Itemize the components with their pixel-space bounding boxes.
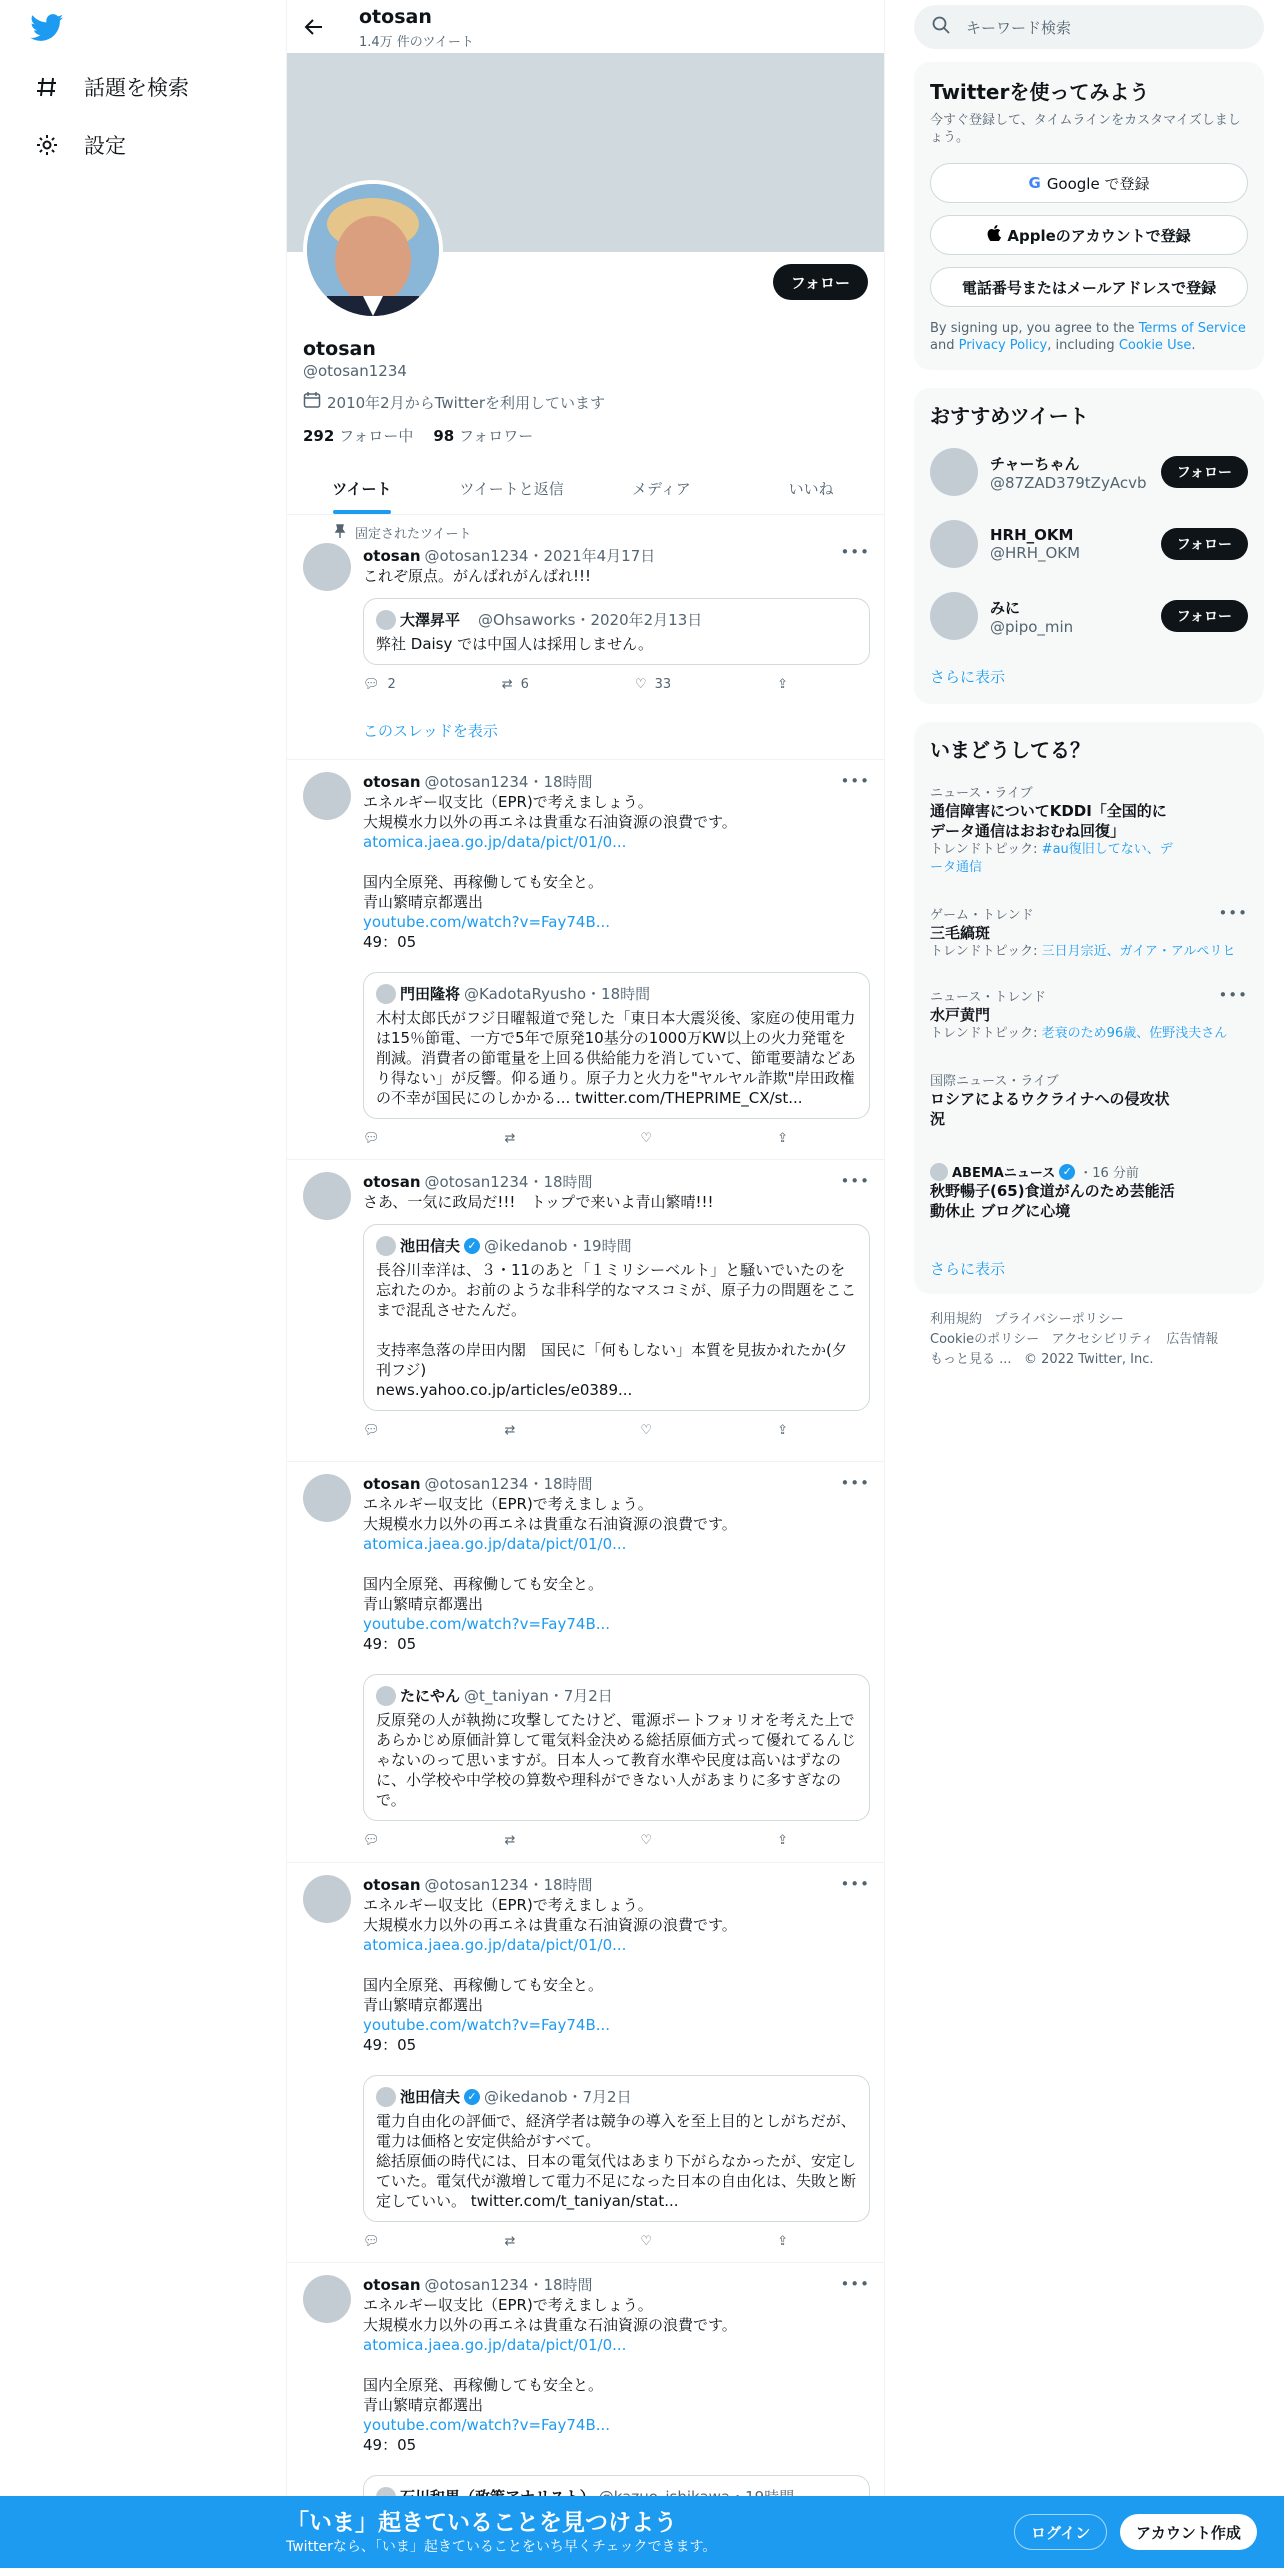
profile-tabs: [287, 462, 885, 515]
share-button[interactable]: [777, 2234, 788, 2249]
following-link[interactable]: 292 フォロー中: [303, 427, 414, 445]
signup-terms: By signing up, you agree to the Terms of Service and Privacy Policy, including Cookie Use.: [930, 321, 1246, 353]
avatar: [930, 448, 978, 496]
tweet-text: エネルギー収支比（EPR)で考えましょう。 大規模水力以外の再エネは貴重な石油資源の浪費です。: [363, 1495, 737, 1533]
like-button[interactable]: [640, 1131, 652, 1146]
tweet-author[interactable]: otosan: [363, 773, 421, 791]
tweet-meta: @otosan1234・18時間: [424, 2276, 593, 2294]
tweet-avatar[interactable]: [303, 1172, 351, 1220]
topbar-name: otosan: [359, 6, 432, 28]
quote-meta: @t_taniyan・7月2日: [464, 1687, 613, 1705]
trend-item[interactable]: ••• ゲーム・トレンド 三毛縞斑 トレンドトピック: 三日月宗近、ガイア・アルペリヒ: [930, 904, 1248, 959]
more-icon[interactable]: •••: [840, 772, 870, 790]
tweet-header: [363, 546, 870, 566]
tweet-author[interactable]: otosan: [363, 547, 421, 565]
nav-explore[interactable]: [34, 72, 189, 102]
more-icon[interactable]: •••: [840, 1172, 870, 1190]
recommend-user[interactable]: HRH_OKM @HRH_OKM フォロー: [914, 508, 1264, 580]
signup-desc: 今すぐ登録して、タイムラインをカスタマイズしましょう。: [930, 113, 1241, 145]
more-icon[interactable]: •••: [1218, 986, 1248, 1004]
quote-avatar: [376, 984, 396, 1004]
tweet-text: 49：05: [363, 1635, 417, 1653]
search-box[interactable]: [914, 5, 1264, 49]
left-nav: [0, 0, 286, 2568]
reply-icon: 💬︎: [363, 1423, 380, 1438]
tweet-avatar[interactable]: [303, 2275, 351, 2323]
share-button[interactable]: [777, 1423, 788, 1438]
retweet-icon: ⇄: [504, 1423, 516, 1438]
tweet-text: これぞ原点。がんばれがんばれ!!!: [363, 567, 592, 585]
tweet-link[interactable]: atomica.jaea.go.jp/data/pict/01/0...: [363, 1936, 627, 1954]
tweet-avatar[interactable]: [303, 543, 351, 591]
login-button[interactable]: ログイン: [1014, 2514, 1107, 2550]
terms-of-service-link[interactable]: Terms of Service: [1138, 321, 1246, 336]
phone-email-signup-button[interactable]: 電話番号またはメールアドレスで登録: [930, 267, 1248, 307]
trend-item[interactable]: ••• ニュース・トレンド 水戸黄門 トレンドトピック: 老衰のため96歳、佐野浅夫さん: [930, 986, 1248, 1041]
quote-header: [376, 2086, 857, 2107]
trend-item[interactable]: ABEMAニュース ✓ ・16 分前 秋野暢子(65)食道がんのため芸能活動休止 ブログに心境: [930, 1164, 1175, 1220]
avatar: [930, 520, 978, 568]
tweet-text: エネルギー収支比（EPR)で考えましょう。 大規模水力以外の再エネは貴重な石油資源の浪費です。: [363, 1896, 737, 1934]
tab-tweets-replies[interactable]: ツイートと返信: [459, 479, 564, 498]
follow-button[interactable]: フォロー: [1161, 600, 1248, 632]
signup-title: Twitterを使ってみよう: [930, 80, 1150, 104]
more-icon[interactable]: •••: [840, 2275, 870, 2293]
twitter-logo-icon[interactable]: [30, 14, 64, 42]
quoted-tweet[interactable]: [363, 1224, 870, 1411]
tweet-actions: [363, 677, 788, 692]
tweet-link[interactable]: atomica.jaea.go.jp/data/pict/01/0...: [363, 2336, 627, 2354]
avatar: [930, 1163, 948, 1181]
reply-icon: 💬︎: [363, 677, 380, 692]
tweet-text: 国内全原発、再稼働しても安全と。 青山繁晴京都選出: [363, 873, 604, 911]
topbar-tweet-count: 1.4万 件のツイート: [359, 35, 474, 50]
footer-terms-link[interactable]: 利用規約: [930, 1312, 983, 1327]
footer-accessibility-link[interactable]: アクセシビリティ: [1051, 1332, 1154, 1347]
reply-button[interactable]: [363, 1131, 380, 1146]
quote-meta: @ikedanob・19時間: [484, 1237, 632, 1255]
quote-text: 反原発の人が執拗に攻撃してたけど、電源ポートフォリオを考えた上であらかじめ原価計算して電気料金決める総括原価方式って優れてるんじゃないのって思いますが。日本人って教育水準や民度は高いはずなのに、小学校や中学校の算数や理科ができない人があまりに多すぎなので。: [376, 1711, 857, 1809]
quote-author: たにやん: [400, 1687, 461, 1705]
bottom-signup-bar: [0, 2496, 1284, 2568]
tweet-author[interactable]: otosan: [363, 2276, 421, 2294]
cookie-use-link[interactable]: Cookie Use: [1118, 338, 1192, 353]
tweet-header: [363, 1172, 870, 1192]
share-icon: ⇪: [777, 1131, 788, 1146]
retweet-icon: ⇄: [504, 1833, 516, 1848]
verified-badge-icon: ✓: [464, 1238, 480, 1254]
tab-media[interactable]: メディア: [631, 479, 691, 498]
more-icon[interactable]: •••: [1218, 904, 1248, 922]
reply-button[interactable]: [363, 1423, 380, 1438]
bottom-bar-title: 「いま」起きていることを見つけよう: [286, 2510, 677, 2536]
quote-header: [376, 609, 857, 630]
share-button[interactable]: [777, 677, 788, 692]
tweet-item[interactable]: [287, 1462, 885, 1863]
profile-joined-text: 2010年2月からTwitterを利用しています: [327, 393, 605, 412]
recommend-user[interactable]: みに @pipo_min フォロー: [914, 580, 1264, 652]
heart-icon: ♡: [640, 2234, 653, 2249]
quote-avatar: [376, 610, 396, 630]
tweet-text: さあ、一気に政局だ!!! トップで来いよ青山繁晴!!!: [363, 1193, 714, 1211]
heart-icon: ♡: [640, 1833, 653, 1848]
retweet-icon: ⇄: [501, 677, 513, 692]
reply-icon: 💬︎: [363, 1833, 380, 1848]
pinned-label: 固定されたツイート: [333, 523, 870, 542]
reply-icon: 💬︎: [363, 1131, 380, 1146]
tweet-item[interactable]: [287, 2263, 885, 2523]
follow-button[interactable]: フォロー: [1161, 528, 1248, 560]
google-icon: G: [1028, 174, 1041, 192]
verified-badge-icon: ✓: [1059, 1164, 1075, 1180]
profile-joined: [303, 391, 605, 413]
tweet-meta: @otosan1234・2021年4月17日: [424, 547, 656, 565]
tweet-header: [363, 772, 870, 792]
tweet-meta: @otosan1234・18時間: [424, 1475, 593, 1493]
footer-more-link[interactable]: もっと見る ...: [930, 1352, 1012, 1367]
like-button[interactable]: ♡ 33: [634, 677, 672, 692]
gear-icon: [34, 132, 60, 158]
reply-button[interactable]: 💬︎ 2: [363, 677, 396, 692]
retweet-icon: ⇄: [504, 1131, 516, 1146]
quote-avatar: [376, 1686, 396, 1706]
quoted-tweet[interactable]: [363, 598, 870, 665]
tweet-avatar[interactable]: [303, 1474, 351, 1522]
tweet-actions: [363, 1131, 788, 1146]
retweet-button[interactable]: ⇄ 6: [501, 677, 529, 692]
share-icon: ⇪: [777, 1833, 788, 1848]
quote-meta: @KadotaRyusho・18時間: [464, 985, 651, 1003]
search-icon: [932, 16, 950, 38]
like-button[interactable]: [640, 2234, 652, 2249]
footer-ads-link[interactable]: 広告情報: [1166, 1332, 1219, 1347]
tweet-header: [363, 1474, 870, 1494]
tweet-text: 49：05: [363, 933, 417, 951]
tweet-meta: @otosan1234・18時間: [424, 1876, 593, 1894]
tweet-avatar[interactable]: [303, 772, 351, 820]
profile-name: otosan: [303, 338, 376, 360]
like-button[interactable]: [640, 1833, 652, 1848]
tweet-actions: [363, 1423, 788, 1438]
heart-icon: ♡: [640, 1131, 653, 1146]
quote-header: [376, 1685, 857, 1706]
tweet-meta: @otosan1234・18時間: [424, 1173, 593, 1191]
quote-header: [376, 1235, 857, 1256]
follow-button[interactable]: フォロー: [1161, 456, 1248, 488]
followers-link[interactable]: 98 フォロワー: [433, 427, 534, 445]
tweet-link[interactable]: youtube.com/watch?v=Fay74B...: [363, 2016, 611, 2034]
recommend-card: [914, 388, 1264, 704]
retweet-button[interactable]: [505, 1131, 516, 1146]
tweet-item[interactable]: [287, 1863, 885, 2263]
profile-avatar[interactable]: [303, 180, 443, 320]
hashtag-icon: [34, 74, 60, 100]
share-icon: ⇪: [777, 2234, 788, 2249]
quote-author: 池田信夫: [400, 1237, 461, 1255]
profile-topbar: [287, 0, 885, 53]
quoted-tweet[interactable]: [363, 972, 870, 1119]
tweet-link[interactable]: youtube.com/watch?v=Fay74B...: [363, 2416, 611, 2434]
quoted-tweet[interactable]: [363, 1674, 870, 1821]
privacy-policy-link[interactable]: Privacy Policy: [958, 338, 1048, 353]
recommend-user[interactable]: チャーちゃん @87ZAD379tZyAcvb フォロー: [914, 436, 1264, 508]
share-icon: ⇪: [777, 1423, 788, 1438]
more-icon[interactable]: •••: [840, 1474, 870, 1492]
apple-signup-button[interactable]: Appleのアカウントで登録: [930, 215, 1248, 255]
quote-author: 門田隆将: [400, 985, 461, 1003]
quote-text: 木村太郎氏がフジ日曜報道で発した「東日本大震災後、家庭の使用電力は15％節電、一方で5年で原発10基分の1000万KW以上の火力発電を削減。消費者の節電量を上回る供給能力を消していて、節電要請などあり得ない」が反響。仰る通り。原子力と火力を"ヤルヤル詐欺"岸田政権の不幸が国民にのしかかる... twitter.com/THEPRIME_CX/st...: [376, 1009, 856, 1107]
quoted-tweet[interactable]: [363, 2075, 870, 2222]
footer-privacy-link[interactable]: プライバシーポリシー: [994, 1312, 1124, 1327]
tweet-meta: @otosan1234・18時間: [424, 773, 593, 791]
profile-handle: @otosan1234: [303, 362, 407, 380]
tweet-author[interactable]: otosan: [363, 1876, 421, 1894]
tweet-text: エネルギー収支比（EPR)で考えましょう。 大規模水力以外の再エネは貴重な石油資源の浪費です。: [363, 2296, 737, 2334]
copyright: © 2022 Twitter, Inc.: [1023, 1352, 1154, 1367]
heart-icon: ♡: [640, 1423, 653, 1438]
footer-links: [930, 1310, 1250, 1370]
create-account-button[interactable]: アカウント作成: [1120, 2514, 1257, 2550]
quote-avatar: [376, 2087, 396, 2107]
tweet-link[interactable]: youtube.com/watch?v=Fay74B...: [363, 1615, 611, 1633]
footer-cookie-link[interactable]: Cookieのポリシー: [930, 1332, 1040, 1347]
main-column: [286, 0, 885, 2568]
quote-text: 電力自由化の評価で、経済学者は競争の導入を至上目的としがちだが、電力は価格と安定供給がすべて。 総括原価の時代には、日本の電気代はあまり下がらなかったが、安定していた。電気代が激増して電力不足になった日本の自由化は、失敗と断定していい。 twitter.com/t_taniyan/stat...: [376, 2112, 857, 2210]
tab-tweets[interactable]: ツイート: [287, 462, 437, 514]
quote-text: 弊社 Daisy では中国人は採用しません。: [376, 635, 654, 653]
quote-author: 池田信夫: [400, 2088, 461, 2106]
share-button[interactable]: [777, 1833, 788, 1848]
tweet-text: 国内全原発、再稼働しても安全と。 青山繁晴京都選出: [363, 2376, 604, 2414]
trends-more-link[interactable]: さらに表示: [930, 1260, 1006, 1278]
tweet-item[interactable]: [287, 1160, 885, 1462]
avatar: [930, 592, 978, 640]
show-thread-link[interactable]: このスレッドを表示: [363, 722, 498, 740]
share-icon: ⇪: [777, 677, 788, 692]
tweet-text: 49：05: [363, 2436, 417, 2454]
quote-text: 長谷川幸洋は、３・11のあと「１ミリシーベルト」と騒いでいたのを忘れたのか。お前のような非科学的なマスコミが、原子力の問題をここまで混乱させたんだ。 支持率急落の岸田内閣 国民に「何もしない」本質を見抜かれたか(夕刊フジ) news.yahoo.co.jp/articles/e0389...: [376, 1261, 857, 1399]
share-button[interactable]: [777, 1131, 788, 1146]
verified-badge-icon: ✓: [464, 2089, 480, 2105]
trends-title: いまどうしてる？: [930, 738, 1090, 762]
nav-explore-label: 話題を検索: [84, 76, 189, 100]
retweet-button[interactable]: [505, 1833, 516, 1848]
tweet-link[interactable]: youtube.com/watch?v=Fay74B...: [363, 913, 611, 931]
quote-avatar: [376, 1236, 396, 1256]
quote-meta: @Ohsaworks・2020年2月13日: [478, 611, 703, 629]
follow-button[interactable]: フォロー: [773, 264, 868, 300]
retweet-icon: ⇄: [504, 2234, 516, 2249]
google-signup-button[interactable]: G Google で登録: [930, 163, 1248, 203]
more-icon[interactable]: •••: [840, 1875, 870, 1893]
profile-stats: [303, 425, 533, 446]
reply-icon: 💬︎: [363, 2234, 380, 2249]
tweet-text: 国内全原発、再稼働しても安全と。 青山繁晴京都選出: [363, 1575, 604, 1613]
nav-settings-label: 設定: [84, 134, 126, 158]
reply-button[interactable]: [363, 2234, 380, 2249]
tweet-text: 49：05: [363, 2036, 417, 2054]
more-icon[interactable]: •••: [840, 543, 870, 561]
back-arrow-icon[interactable]: [301, 14, 327, 40]
pin-icon: [333, 524, 347, 542]
tweet-header: [363, 1875, 870, 1895]
bottom-bar-subtitle: Twitterなら、「いま」起きていることをいち早くチェックできます。: [286, 2539, 717, 2555]
trend-item[interactable]: 国際ニュース・ライブ ロシアによるウクライナへの侵攻状況: [930, 1074, 1170, 1128]
calendar-icon: [303, 391, 321, 413]
tweet-link[interactable]: atomica.jaea.go.jp/data/pict/01/0...: [363, 833, 627, 851]
signup-card: [914, 62, 1264, 370]
tweet-item[interactable]: [287, 515, 885, 760]
tweet-link[interactable]: atomica.jaea.go.jp/data/pict/01/0...: [363, 1535, 627, 1553]
tweet-avatar[interactable]: [303, 1875, 351, 1923]
tweet-item[interactable]: [287, 760, 885, 1160]
tweet-actions: [363, 2234, 788, 2249]
quote-author: 大澤昇平: [400, 611, 461, 629]
quote-meta: @ikedanob・7月2日: [484, 2088, 632, 2106]
trend-item[interactable]: ニュース・ライブ 通信障害についてKDDI「全国的にデータ通信はおおむね回復」 トレンドトピック: #au復旧してない、データ通信: [930, 786, 1173, 875]
tweet-text: 国内全原発、再稼働しても安全と。 青山繁晴京都選出: [363, 1976, 604, 2014]
tab-likes[interactable]: いいね: [788, 479, 834, 498]
tweet-author[interactable]: otosan: [363, 1475, 421, 1493]
retweet-button[interactable]: [505, 1423, 516, 1438]
tweet-actions: [363, 1833, 788, 1848]
tweet-feed: [287, 515, 885, 2523]
trends-card: [914, 722, 1264, 1294]
recommend-more-link[interactable]: さらに表示: [930, 668, 1006, 686]
tweet-author[interactable]: otosan: [363, 1173, 421, 1191]
tweet-text: エネルギー収支比（EPR)で考えましょう。 大規模水力以外の再エネは貴重な石油資源の浪費です。: [363, 793, 737, 831]
heart-icon: ♡: [634, 677, 647, 692]
recommend-title: おすすめツイート: [930, 404, 1089, 428]
like-button[interactable]: [640, 1423, 652, 1438]
retweet-button[interactable]: [505, 2234, 516, 2249]
reply-button[interactable]: [363, 1833, 380, 1848]
quote-header: [376, 983, 857, 1004]
nav-settings[interactable]: [34, 130, 126, 160]
apple-icon: [987, 225, 1001, 245]
tweet-header: [363, 2275, 870, 2295]
search-input[interactable]: キーワード検索: [966, 18, 1072, 37]
